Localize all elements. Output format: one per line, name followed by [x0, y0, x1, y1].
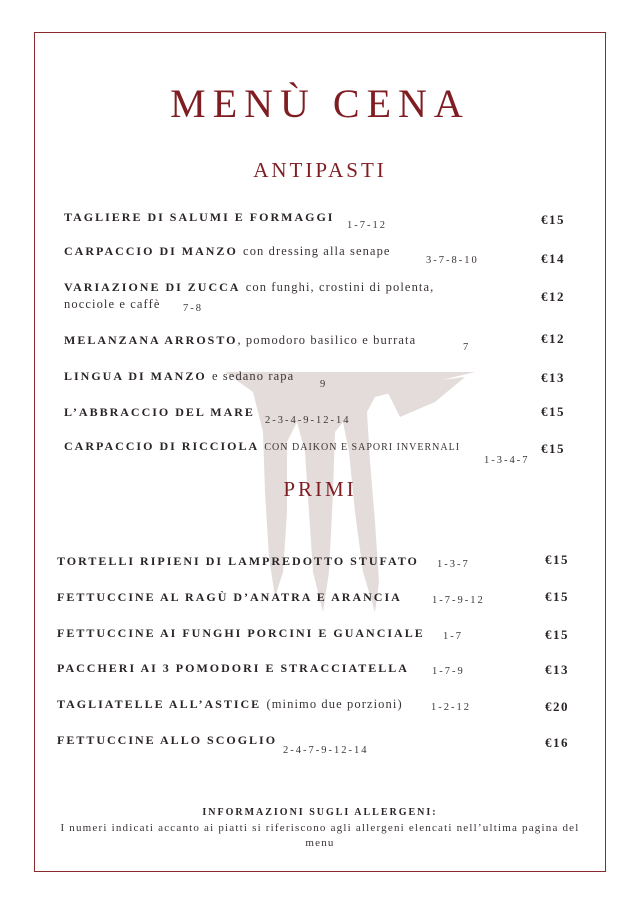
- dish-description: (minimo due porzioni): [266, 697, 403, 711]
- menu-title: MENÙ CENA: [170, 81, 470, 126]
- dish-price: €15: [541, 441, 565, 456]
- allergen-codes: 1-3-4-7: [484, 455, 530, 466]
- primi-item-4: [57, 659, 409, 678]
- allergen-codes: 2-4-7-9-12-14: [283, 745, 369, 756]
- dish-price: €15: [545, 627, 569, 642]
- antipasti-item-7: [64, 437, 460, 457]
- allergen-codes: 1-7-12: [347, 220, 387, 231]
- dish-price: €15: [541, 404, 565, 419]
- dish-name: CARPACCIO DI MANZO: [64, 244, 238, 258]
- allergen-codes: 1-2-12: [431, 702, 471, 713]
- allergen-codes: 1-7-9: [432, 666, 465, 677]
- allergen-codes: 1-3-7: [437, 559, 470, 570]
- antipasti-item-3-line-2: [64, 295, 160, 314]
- dish-description: , pomodoro basilico e burrata: [237, 333, 417, 347]
- dish-price: €20: [545, 699, 569, 714]
- dish-description: con funghi, crostini di polenta,: [245, 280, 435, 294]
- primi-item-3: [57, 624, 425, 643]
- allergen-info-text: I numeri indicati accanto ai piatti si riferiscono agli allergeni elencati nell’ultima pagina del menu: [60, 822, 580, 849]
- dish-price: €16: [545, 735, 569, 750]
- dish-price: €13: [545, 662, 569, 677]
- antipasti-item-4: [64, 331, 416, 350]
- dish-name: FETTUCCINE AL RAGÙ D’ANATRA E ARANCIA: [57, 590, 402, 604]
- allergen-codes: 7-8: [183, 303, 203, 314]
- allergen-codes: 1-7: [443, 631, 463, 642]
- dish-name: CARPACCIO DI RICCIOLA: [64, 439, 260, 453]
- dish-price: €15: [545, 552, 569, 567]
- primi-item-2: [57, 588, 402, 607]
- antipasti-item-5: [64, 367, 294, 386]
- primi-heading: PRIMI: [283, 477, 357, 501]
- antipasti-item-1: [64, 208, 334, 227]
- dish-price: €12: [541, 331, 565, 346]
- antipasti-item-6: [64, 403, 255, 422]
- allergen-codes: 9: [320, 379, 328, 390]
- allergen-codes: 2-3-4-9-12-14: [265, 415, 351, 426]
- dish-price: €15: [541, 212, 565, 227]
- dish-price: €12: [541, 289, 565, 304]
- allergen-codes: 7: [463, 342, 471, 353]
- dish-price: €13: [541, 370, 565, 385]
- dish-name: FETTUCCINE AI FUNGHI PORCINI E GUANCIALE: [57, 626, 425, 640]
- dish-name: LINGUA DI MANZO: [64, 369, 207, 383]
- primi-item-6: [57, 731, 277, 750]
- dish-description: con dressing alla senape: [243, 244, 391, 258]
- dish-name: TORTELLI RIPIENI DI LAMPREDOTTO STUFATO: [57, 554, 419, 568]
- dish-name: MELANZANA ARROSTO: [64, 333, 238, 347]
- dish-name: TAGLIERE DI SALUMI E FORMAGGI: [64, 210, 335, 224]
- dish-description: nocciole e caffè: [64, 297, 161, 311]
- dish-description: e sedano rapa: [211, 369, 295, 383]
- allergen-codes: 1-7-9-12: [432, 595, 485, 606]
- dish-price: €15: [545, 589, 569, 604]
- dish-description: CON DAIKON E SAPORI INVERNALI: [264, 442, 461, 453]
- primi-item-5: [57, 695, 403, 714]
- dish-price: €14: [541, 251, 565, 266]
- antipasti-item-2: [64, 242, 391, 261]
- primi-item-1: [57, 552, 419, 571]
- dish-name: L’ABBRACCIO DEL MARE: [64, 405, 255, 419]
- allergen-codes: 3-7-8-10: [426, 255, 479, 266]
- dish-name: VARIAZIONE DI ZUCCA: [64, 280, 241, 294]
- dish-name: PACCHERI AI 3 POMODORI E STRACCIATELLA: [57, 661, 409, 675]
- antipasti-heading: ANTIPASTI: [253, 158, 387, 182]
- dish-name: TAGLIATELLE ALL’ASTICE: [57, 697, 262, 711]
- dish-name: FETTUCCINE ALLO SCOGLIO: [57, 733, 278, 747]
- allergen-info-title: INFORMAZIONI SUGLI ALLERGENI:: [202, 807, 438, 818]
